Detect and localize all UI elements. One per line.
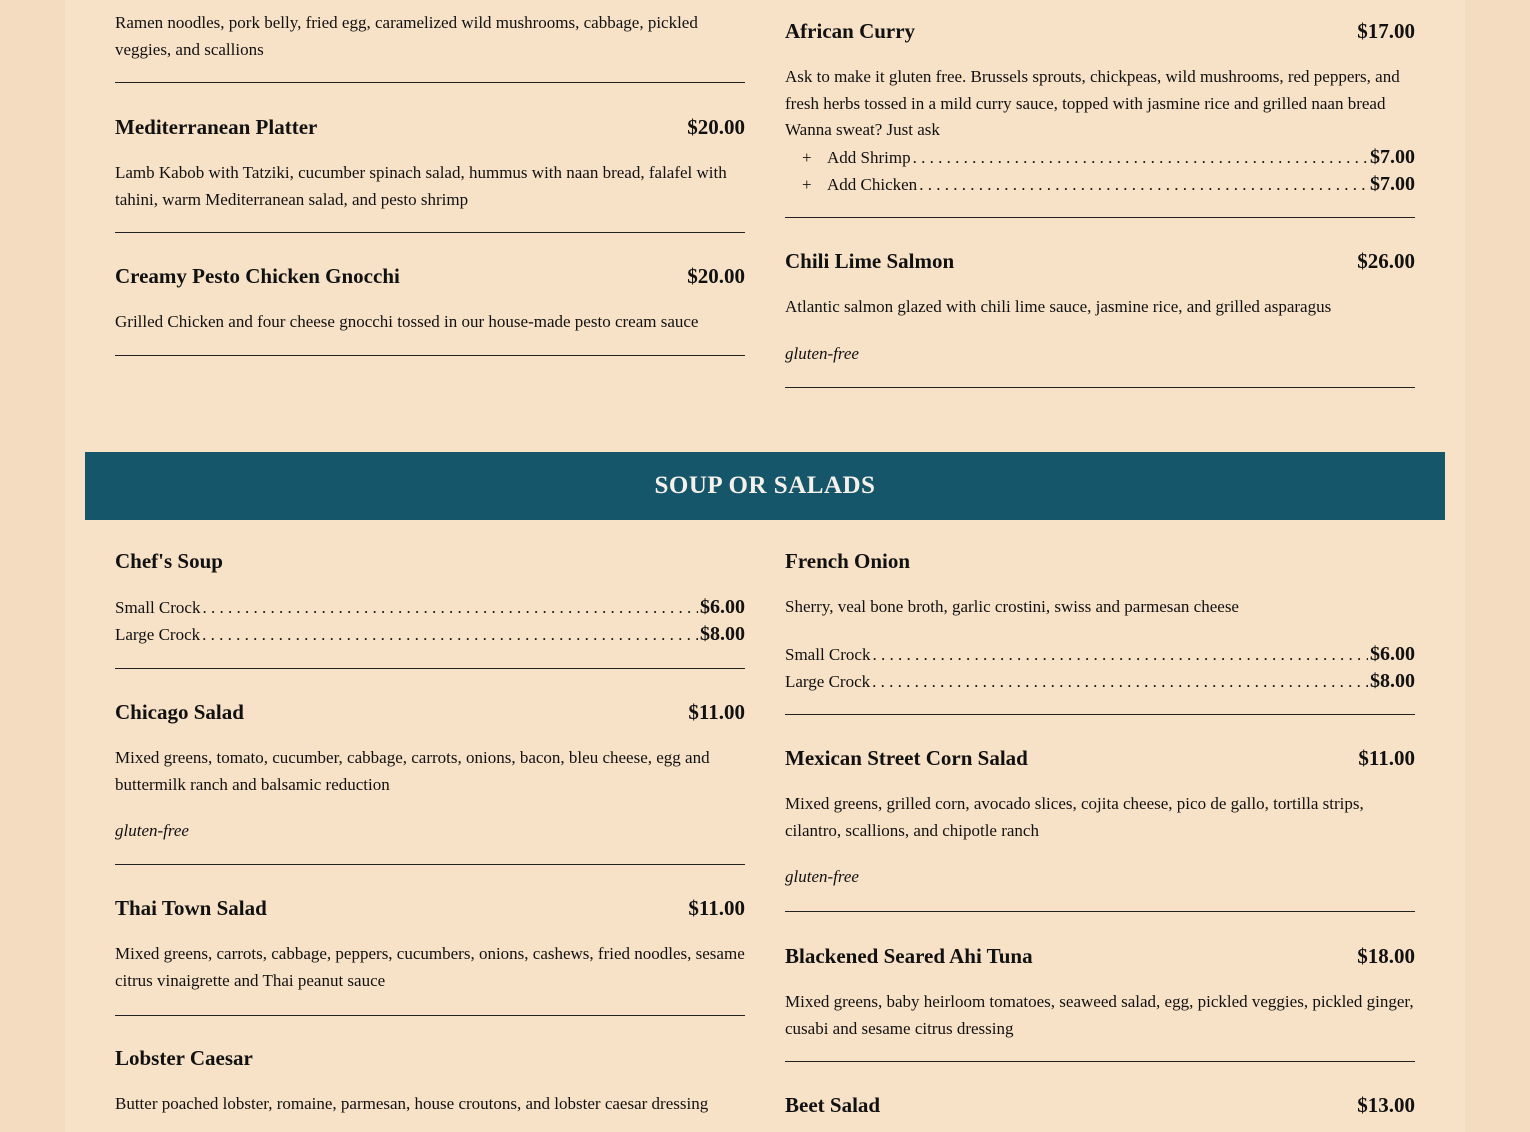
option-large-crock [785,668,1415,695]
plus-icon: + [802,174,812,194]
menu-item-creamy-pesto-chicken-gnocchi [115,233,745,356]
option-price: $6.00 [700,596,745,618]
item-name: Chicago Salad [115,700,244,724]
item-description: Mixed greens, grilled corn, avocado slices, cojita cheese, pico de gallo, tortilla strips, cilantro, scallions, and chipotle ranch [785,794,1364,840]
item-description: Atlantic salmon glazed with chili lime sauce, jasmine rice, and grilled asparagus [785,297,1332,316]
dot-leader [913,145,1368,171]
addon-price: $7.00 [1370,145,1415,168]
addon-chicken [785,171,1415,198]
menu-page [65,0,1465,1132]
option-price: $8.00 [700,623,745,645]
option-price: $8.00 [1370,669,1415,692]
menu-item-chicago-salad [115,669,745,865]
dot-leader [872,669,1368,695]
menu-item-beet-salad [785,1062,1415,1118]
gluten-free-note: gluten-free [785,867,859,886]
item-name: Chili Lime Salmon [785,249,955,273]
item-name: African Curry [785,19,916,43]
option-label: Large Crock [785,671,871,691]
menu-item-thai-town-salad [115,865,745,1016]
item-price: $11.00 [688,896,745,920]
salads-left-column [115,548,745,1118]
item-price: $18.00 [1357,944,1415,968]
item-name: Mediterranean Platter [115,115,318,139]
item-description: Ask to make it gluten free. Brussels sprouts, chickpeas, wild mushrooms, red peppers, and fresh herbs tossed in a mild curry sauce, topped with jasmine rice and grilled naan bread Wanna sweat? Just ask [785,67,1400,139]
item-name: Chef's Soup [115,549,223,573]
menu-item-chefs-soup [115,548,745,669]
item-price: $11.00 [688,700,745,724]
item-name: Thai Town Salad [115,896,267,920]
menu-item-chili-lime-salmon [785,218,1415,388]
addon-label: Add Chicken [827,174,918,194]
gluten-free-note: gluten-free [785,343,859,363]
item-description: Butter poached lobster, romaine, parmesan, house croutons, and lobster caesar dressing [115,1094,709,1113]
item-price: $26.00 [1357,249,1415,273]
item-name: Lobster Caesar [115,1046,253,1070]
menu-item-african-curry [785,18,1415,218]
option-label: Large Crock [115,625,201,644]
item-price: $20.00 [687,264,745,288]
item-description: Ramen noodles, pork belly, fried egg, caramelized wild mushrooms, cabbage, pickled veggies, and scallions [115,13,698,59]
option-large-crock [115,621,745,648]
dot-leader [872,642,1368,668]
addon-label: Add Shrimp [827,147,911,167]
menu-item-lobster-caesar [115,1016,745,1118]
entrees-left-column [115,10,745,356]
section-banner-soup-or-salads: SOUP OR SALADS [85,452,1445,520]
item-price: $20.00 [687,115,745,139]
item-description: Mixed greens, carrots, cabbage, peppers, cucumbers, onions, cashews, fried noodles, sesame citrus vinaigrette and Thai peanut sauce [115,944,745,990]
menu-item-ramen [115,10,745,83]
item-description: Sherry, veal bone broth, garlic crostini, swiss and parmesan cheese [785,597,1239,616]
salads-right-column [785,548,1415,1118]
item-description: Lamb Kabob with Tatziki, cucumber spinach salad, hummus with naan bread, falafel with tahini, warm Mediterranean salad, and pesto shrimp [115,163,727,209]
item-description: Grilled Chicken and four cheese gnocchi tossed in our house-made pesto cream sauce [115,312,699,331]
item-price: $11.00 [1358,746,1415,770]
addon-shrimp [785,144,1415,171]
item-name: Creamy Pesto Chicken Gnocchi [115,264,400,288]
plus-icon: + [802,147,812,167]
menu-item-mexican-street-corn-salad [785,715,1415,912]
option-label: Small Crock [115,598,201,617]
item-name: French Onion [785,549,911,573]
menu-item-french-onion [785,548,1415,715]
item-price: $13.00 [1357,1093,1415,1117]
addon-price: $7.00 [1370,172,1415,195]
item-description: Mixed greens, baby heirloom tomatoes, seaweed salad, egg, pickled veggies, pickled ginger, cusabi and sesame citrus dressing [785,992,1414,1038]
entrees-right-column [785,18,1415,388]
item-name: Beet Salad [785,1093,881,1117]
item-name: Blackened Seared Ahi Tuna [785,944,1033,968]
option-small-crock [115,594,745,621]
menu-item-blackened-seared-ahi-tuna [785,912,1415,1062]
menu-item-mediterranean-platter [115,83,745,233]
item-description: Mixed greens, tomato, cucumber, cabbage, carrots, onions, bacon, bleu cheese, egg and buttermilk ranch and balsamic reduction [115,748,710,794]
dot-leader [919,172,1368,198]
item-price: $17.00 [1357,19,1415,43]
dot-leader [202,622,698,648]
option-price: $6.00 [1370,642,1415,665]
option-small-crock [785,641,1415,668]
dot-leader [202,595,698,621]
gluten-free-note: gluten-free [115,821,189,840]
option-label: Small Crock [785,644,871,664]
item-name: Mexican Street Corn Salad [785,746,1028,770]
